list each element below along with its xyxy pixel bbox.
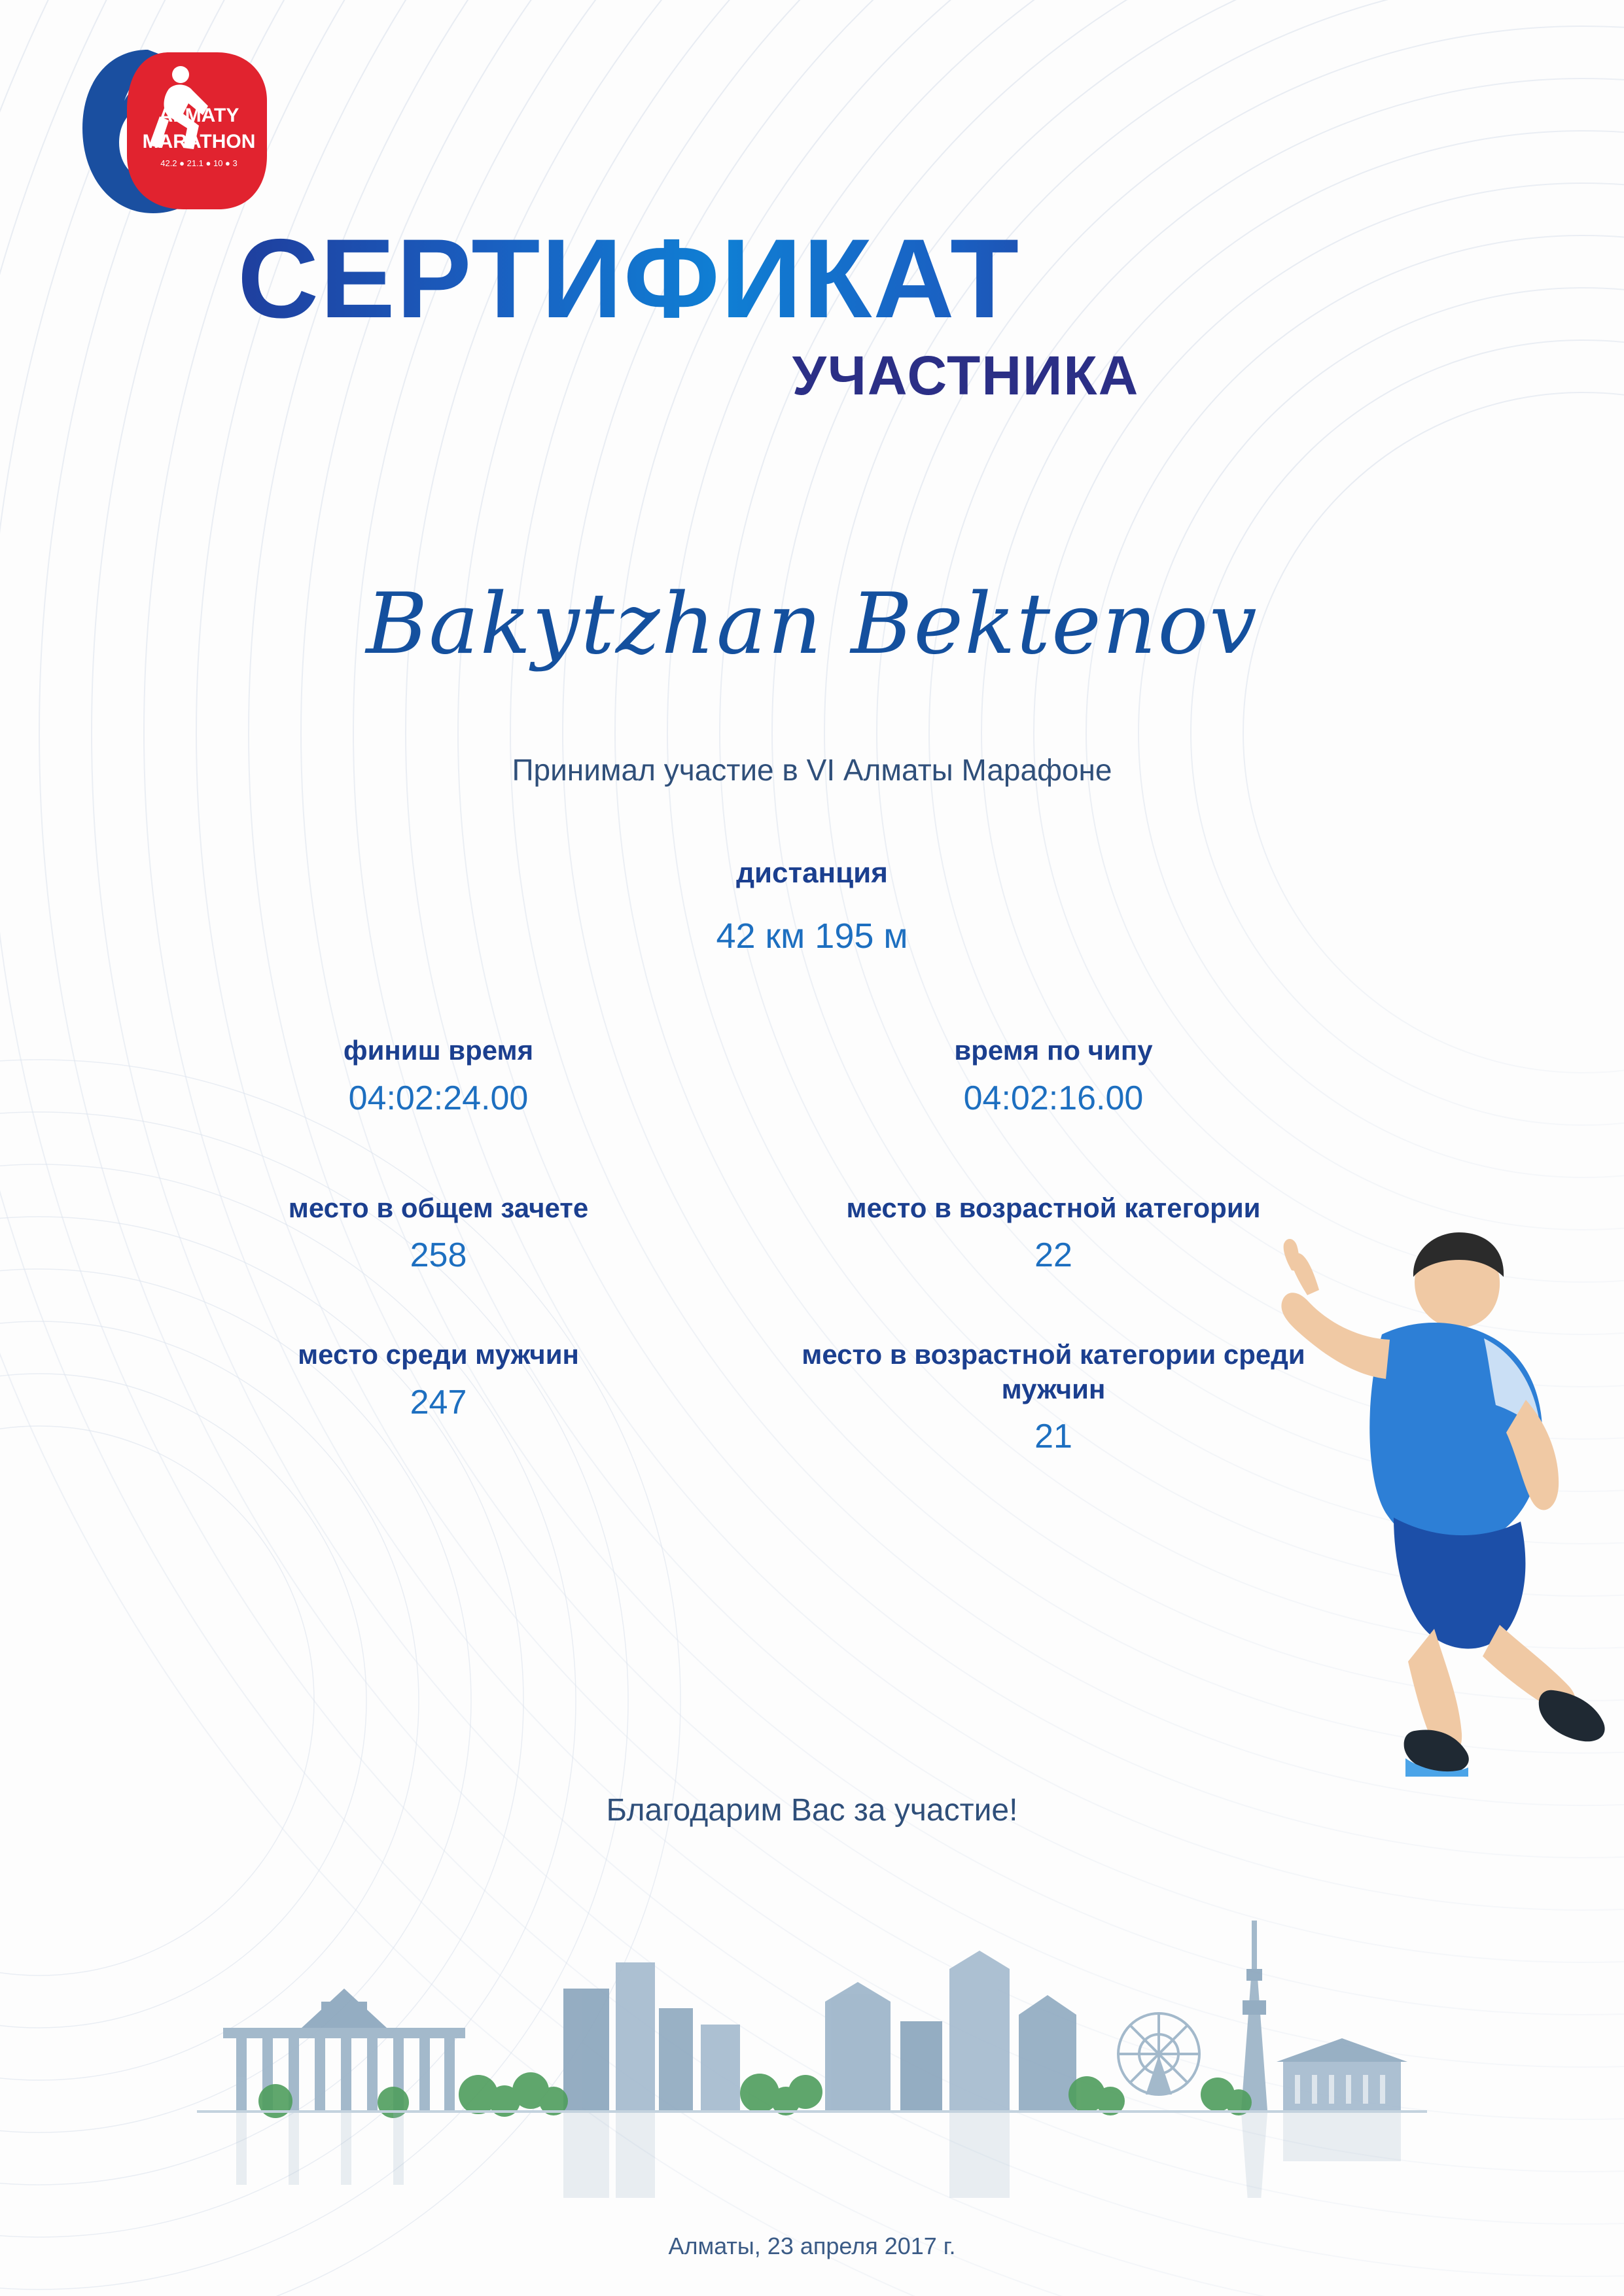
stat-overall-place [131, 1191, 746, 1276]
distance-value: 42 км 195 м [716, 916, 908, 956]
stat-value: 22 [1034, 1236, 1072, 1274]
stat-label: финиш время [343, 1035, 534, 1066]
results-row [131, 1191, 1361, 1276]
stat-value: 247 [410, 1383, 467, 1421]
stat-value: 258 [410, 1236, 467, 1274]
title-block [0, 216, 1624, 408]
almaty-marathon-logo [71, 38, 293, 228]
stat-chip-time [746, 1034, 1361, 1118]
almaty-skyline-illustration [196, 1890, 1428, 2198]
logo-brand-line1: ALMATY [158, 105, 239, 126]
certificate-subtitle-participant: УЧАСТНИКА [792, 345, 1140, 406]
stat-men-place [131, 1338, 746, 1456]
distance-label: дистанция [736, 857, 888, 889]
logo-brand-line2: MARATHON [142, 131, 256, 152]
results-row [131, 1338, 1361, 1456]
footer-place-date: Алматы, 23 апреля 2017 г. [668, 2233, 956, 2259]
stat-value: 04:02:16.00 [963, 1079, 1144, 1117]
stat-label: место в возрастной категории среди мужчин [802, 1339, 1305, 1404]
thanks-message: Благодарим Вас за участие! [606, 1793, 1018, 1828]
runner-photo [1218, 1204, 1624, 1779]
results-row [131, 1034, 1361, 1118]
results-grid [131, 1034, 1361, 1482]
stat-value: 21 [1034, 1418, 1072, 1455]
stat-finish-time [131, 1034, 746, 1118]
stat-label: место в общем зачете [288, 1192, 589, 1223]
participation-line: Принимал участие в VI Алматы Марафоне [512, 753, 1112, 787]
stat-value: 04:02:24.00 [348, 1079, 529, 1117]
stat-label: место среди мужчин [298, 1339, 579, 1370]
stat-label: время по чипу [954, 1035, 1153, 1066]
certificate-title: СЕРТИФИКАТ [238, 222, 1386, 335]
logo-distances: 42.2 ● 21.1 ● 10 ● 3 [160, 158, 238, 168]
stat-label: место в возрастной категории [846, 1192, 1261, 1223]
participant-name: Bakytzhan Bektenov [366, 576, 1258, 673]
